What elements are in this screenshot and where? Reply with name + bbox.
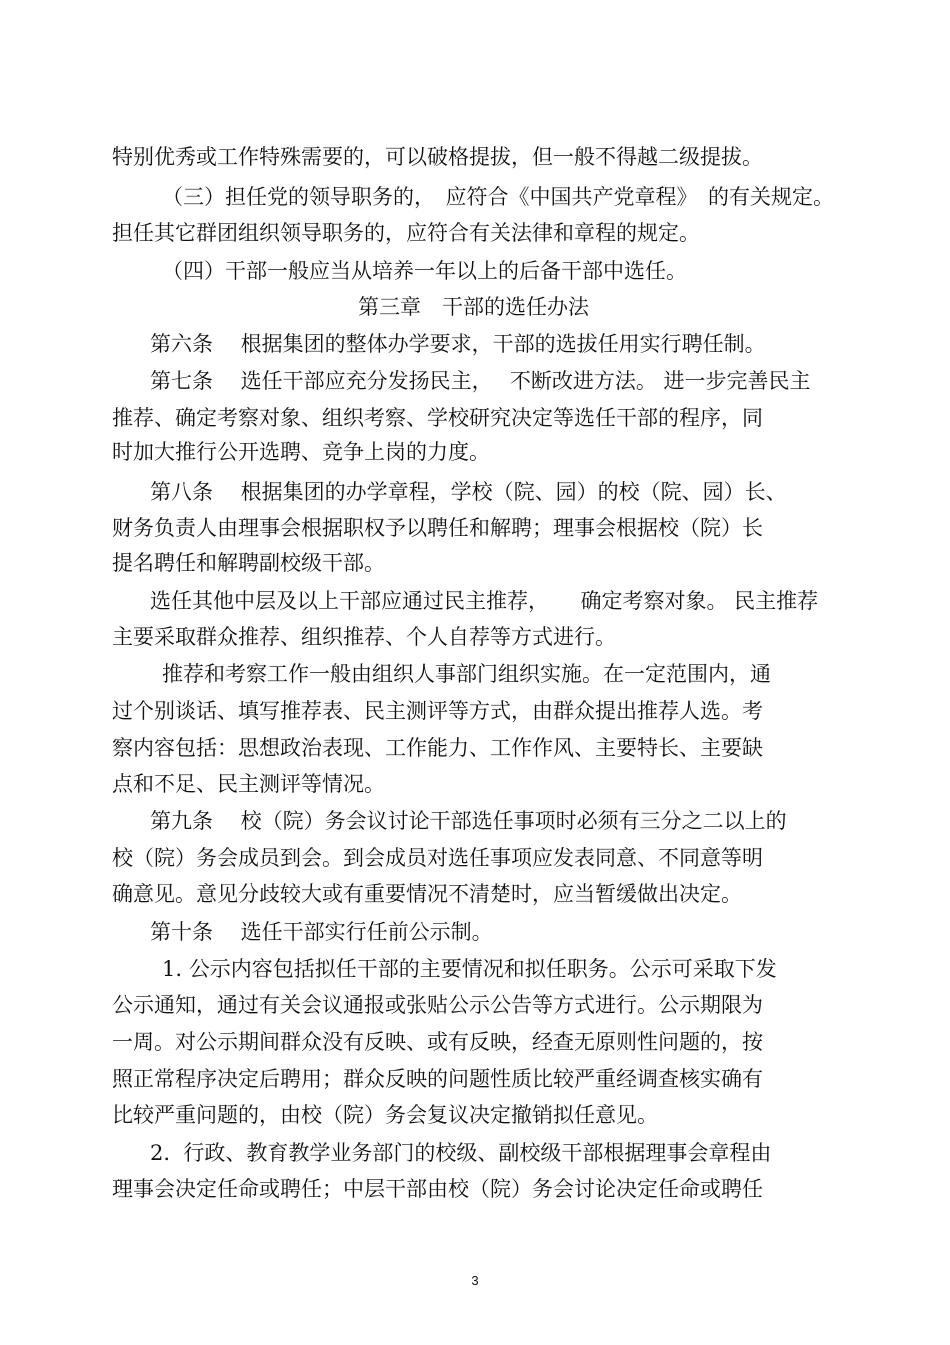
text-line: 第八条 根据集团的办学章程，学校（院、园）的校（院、园）长、	[150, 480, 787, 504]
text-line: 2. 行政、教育教学业务部门的校级、副校级干部根据理事会章程由	[150, 1141, 772, 1165]
text-line: 点和不足、民主测评等情况。	[112, 772, 385, 796]
text-line: 财务负责人由理事会根据职权予以聘任和解聘；理事会根据校（院）长	[112, 516, 763, 540]
text-line: 推荐和考察工作一般由组织人事部门组织实施。在一定范围内，通	[162, 662, 771, 686]
text-line: 理事会决定任命或聘任；中层干部由校（院）务会讨论决定任命或聘任	[112, 1177, 763, 1201]
text-line: 察内容包括：思想政治表现、工作能力、工作作风、主要特长、主要缺	[112, 736, 763, 760]
text-line: 时加大推行公开选聘、竞争上岗的力度。	[112, 440, 490, 464]
text-line: 照正常程序决定后聘用；群众反映的问题性质比较严重经调查核实确有	[112, 1067, 763, 1091]
text-line: 第六条 根据集团的整体办学要求，干部的选拔任用实行聘任制。	[150, 332, 766, 356]
text-line: 校（院）务会成员到会。到会成员对选任事项应发表同意、不同意等明	[112, 846, 763, 870]
text-line: 一周。对公示期间群众没有反映、或有反映，经查无原则性问题的，按	[112, 1030, 763, 1054]
text-line: （三）担任党的领导职务的， 应符合《中国共产党章程》 的有关规定。	[162, 185, 834, 209]
text-line: 选任其他中层及以上干部应通过民主推荐， 确定考察对象。 民主推荐	[150, 589, 819, 613]
text-line: 担任其它群团组织领导职务的，应符合有关法律和章程的规定。	[112, 221, 700, 245]
text-line: 推荐、确定考察对象、组织考察、学校研究决定等选任干部的程序，同	[112, 406, 763, 430]
text-line: 公示通知，通过有关会议通报或张贴公示公告等方式进行。公示期限为	[112, 993, 763, 1017]
text-line: 提名聘任和解聘副校级干部。	[112, 551, 385, 575]
text-line: 第九条 校（院）务会议讨论干部选任事项时必须有三分之二以上的	[150, 809, 787, 833]
text-line: 第十条 选任干部实行任前公示制。	[150, 920, 493, 944]
text-line: 1. 公示内容包括拟任干部的主要情况和拟任职务。公示可采取下发	[162, 957, 777, 981]
text-line: 过个别谈话、填写推荐表、民主测评等方式，由群众提出推荐人选。考	[112, 699, 763, 723]
text-line: 特别优秀或工作特殊需要的，可以破格提拔，但一般不得越二级提拔。	[112, 145, 763, 169]
page-number: 3	[471, 1273, 479, 1288]
text-line: 比较严重问题的，由校（院）务会复议决定撤销拟任意见。	[112, 1103, 658, 1127]
chapter-heading: 第三章 干部的选任办法	[358, 295, 589, 319]
text-line: （四）干部一般应当从培养一年以上的后备干部中选任。	[162, 259, 687, 283]
text-line: 主要采取群众推荐、组织推荐、个人自荐等方式进行。	[112, 625, 616, 649]
text-line: 确意见。意见分歧较大或有重要情况不清楚时，应当暂缓做出决定。	[112, 882, 742, 906]
text-line: 第七条 选任干部应充分发扬民主， 不断改进方法。 进一步完善民主	[150, 369, 811, 393]
